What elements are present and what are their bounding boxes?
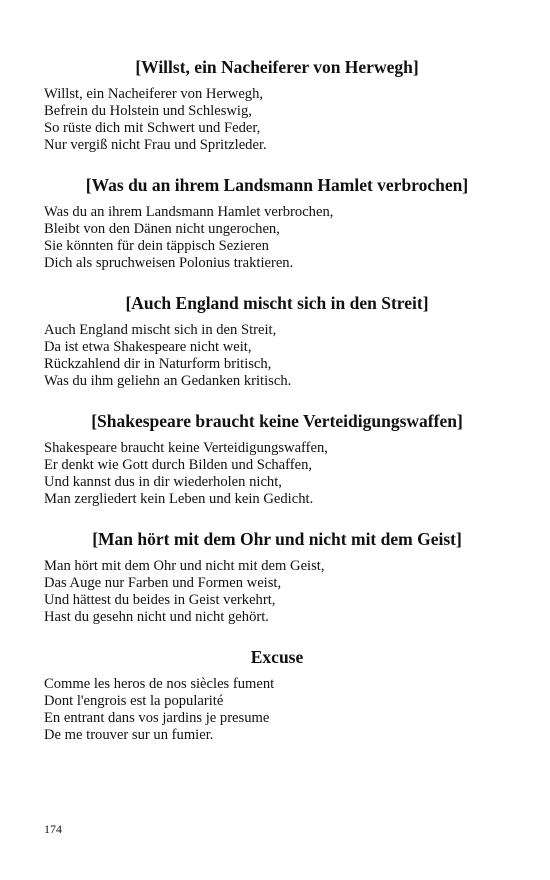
poem-stanza [44,204,510,272]
poem-5 [44,528,510,626]
poem-line: Willst, ein Nacheiferer von Herwegh, [44,86,264,102]
poem-line: Hast du gesehn nicht und nicht gehört. [44,609,269,625]
poem-line: So rüste dich mit Schwert und Feder, [44,120,261,136]
poem-line: Was du an ihrem Landsmann Hamlet verbrochen, [44,204,334,220]
poem-2 [44,174,510,272]
poem-title: [Willst, ein Nacheiferer von Herwegh] [135,57,419,77]
poem-line: Dont l'engrois est la popularité [44,693,224,709]
poem-line: Was du ihm geliehn an Gedanken kritisch. [44,373,292,389]
poem-title: [Was du an ihrem Landsmann Hamlet verbrochen] [85,175,469,195]
poem-stanza [44,676,510,744]
poem-title: Excuse [250,647,304,667]
poem-line: Das Auge nur Farben und Formen weist, [44,575,282,591]
poem-line: Sie könnten für dein täppisch Sezieren [44,238,269,254]
poem-line: Man zergliedert kein Leben und kein Gedicht. [44,491,314,507]
poem-line: Und kannst dus in dir wiederholen nicht, [44,474,282,490]
poem-line: Dich als spruchweisen Polonius traktieren. [44,255,294,271]
poem-line: Da ist etwa Shakespeare nicht weit, [44,339,252,355]
poem-stanza [44,440,510,508]
poem-line: En entrant dans vos jardins je presume [44,710,270,726]
poem-3 [44,292,510,390]
poem-title: [Shakespeare braucht keine Verteidigungswaffen] [91,411,463,431]
poem-line: Rückzahlend dir in Naturform britisch, [44,356,272,372]
poem-title: [Auch England mischt sich in den Streit] [125,293,429,313]
poem-stanza [44,86,510,154]
poem-line: Man hört mit dem Ohr und nicht mit dem Geist, [44,558,325,574]
poem-6 [44,646,510,744]
poem-line: Auch England mischt sich in den Streit, [44,322,277,338]
poem-line: Und hättest du beides in Geist verkehrt, [44,592,276,608]
poem-line: Bleibt von den Dänen nicht ungerochen, [44,221,280,237]
poem-stanza [44,558,510,626]
poem-line: Befrein du Holstein und Schleswig, [44,103,252,119]
poem-stanza [44,322,510,390]
poem-line: Shakespeare braucht keine Verteidigungswaffen, [44,440,328,456]
poem-title: [Man hört mit dem Ohr und nicht mit dem Geist] [92,529,462,549]
page-number: 174 [44,822,62,836]
poem-4 [44,410,510,508]
poem-line: Comme les heros de nos siècles fument [44,676,275,692]
poem-1 [44,56,510,154]
page-body [44,56,510,764]
poem-line: De me trouver sur un fumier. [44,727,214,743]
poem-line: Er denkt wie Gott durch Bilden und Schaffen, [44,457,313,473]
poem-line: Nur vergiß nicht Frau und Spritzleder. [44,137,267,153]
